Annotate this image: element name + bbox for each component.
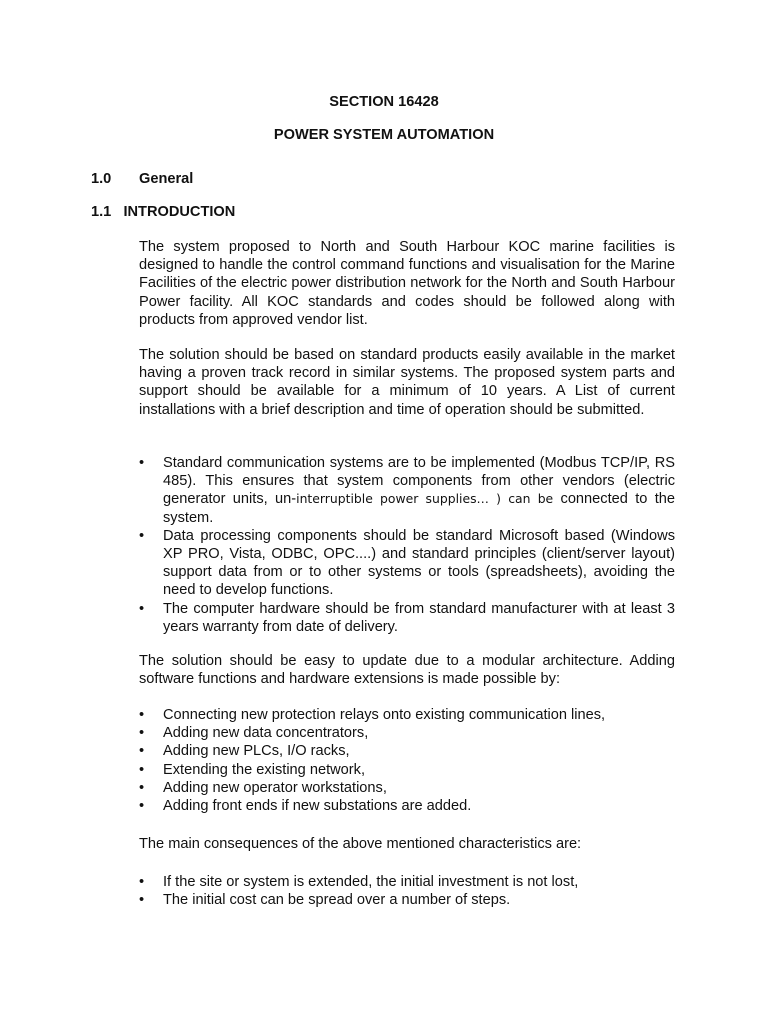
list-item-text-part: interruptible power supplies… ) can be [296,491,554,507]
list-item-text: Adding front ends if new substations are added. [163,798,472,815]
list-item [139,454,675,527]
intro-paragraph-3: The solution should be easy to update due to a modular architecture. Adding software functions and hardware extensions is made possible by: [139,653,675,688]
list-item-text: Adding new operator workstations, [163,779,387,796]
bullet-icon: • [139,798,145,815]
list-item-text: Adding new PLCs, I/O racks, [163,743,350,760]
list-item-text: Data processing components should be standard Microsoft based (Windows XP PRO, Vista, ODBC, OPC....) and standard principles (client/server layout) support data from or to other systems or tools (spreadsheets), avoiding the need to develop functions. [163,527,675,599]
bullet-icon: • [139,779,145,796]
list-item-text: Adding new data concentrators, [163,725,369,742]
list-item [139,873,675,891]
bullet-icon: • [139,874,145,890]
bullet-icon: • [139,527,145,544]
list-item-text: The initial cost can be spread over a number of steps. [163,892,511,909]
intro-paragraph-4: The main consequences of the above mentioned characteristics are: [139,836,582,852]
bullet-icon: • [139,707,145,723]
bullet-icon: • [139,892,145,909]
document-title: POWER SYSTEM AUTOMATION [273,127,495,143]
list-item [139,779,675,797]
list-item-text-part: connected to the system. [163,491,675,526]
consequences-bullet-list [139,873,675,909]
bullet-icon: • [139,600,145,617]
list-item [139,600,675,636]
list-item [139,742,675,760]
list-item-text [163,455,675,526]
general-section-title: General [139,171,194,187]
list-item [139,891,675,909]
list-item-text-part: Standard communication systems are to be implemented (Modbus TCP/IP, RS 485). This ensures that system components from other vendors (electric generator units, un- [163,455,675,508]
list-item-text: Extending the existing network, [163,761,365,778]
bullet-icon: • [139,743,145,760]
list-item [139,797,675,815]
requirements-bullet-list [139,454,675,636]
introduction-heading: 1.1 INTRODUCTION [91,204,236,220]
list-item-text: If the site or system is extended, the initial investment is not lost, [163,874,579,890]
intro-paragraph-1: The system proposed to North and South Harbour KOC marine facilities is designed to handle the control command functions and visualisation for the Marine Facilities of the electric power distribution network for the North and South Harbour Power facility. All KOC standards and codes should be followed along with products from approved vendor list. [139,239,675,328]
list-item [139,706,675,724]
general-section-number: 1.0 [91,171,112,187]
list-item [139,724,675,742]
bullet-icon: • [139,725,145,742]
bullet-icon: • [139,455,145,471]
list-item [139,761,675,779]
bullet-icon: • [139,761,145,778]
section-number-heading: SECTION 16428 [329,94,439,110]
intro-paragraph-2: The solution should be based on standard products easily available in the market having a proven track record in similar systems. The proposed system parts and support should be available for a minimum of 10 years. A List of current installations with a brief description and time of operation should be submitted. [139,347,675,418]
list-item-text: The computer hardware should be from standard manufacturer with at least 3 years warranty from date of delivery. [163,600,675,635]
list-item-text: Connecting new protection relays onto existing communication lines, [163,707,606,723]
extension-bullet-list [139,706,675,815]
list-item [139,527,675,600]
